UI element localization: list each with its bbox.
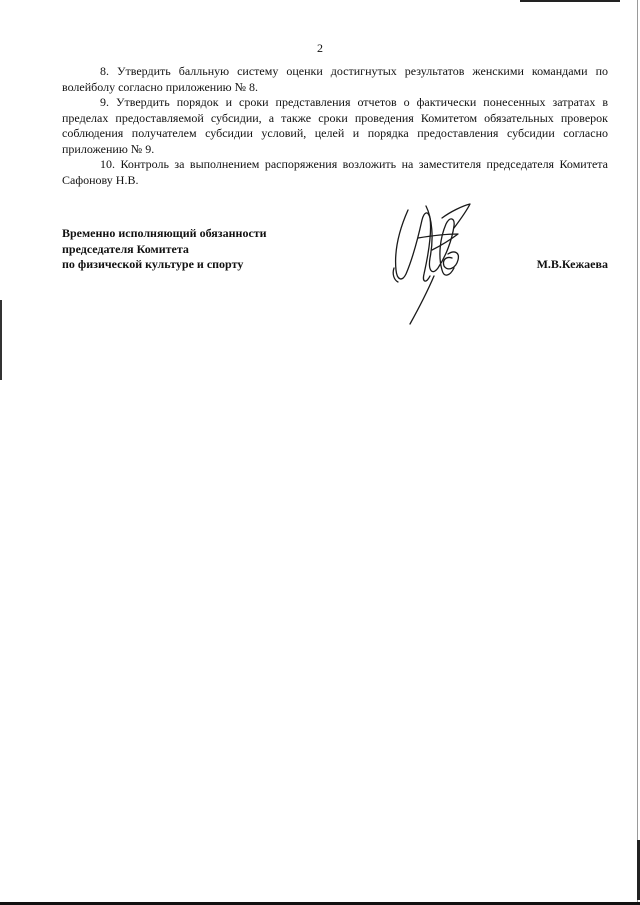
scan-edge-right	[637, 0, 638, 905]
scan-edge-left	[0, 300, 2, 380]
document-body	[62, 64, 608, 188]
handwritten-signature-icon	[388, 198, 480, 328]
paragraph-8: 8. Утвердить балльную систему оценки достигнутых результатов женскими командами по волейболу согласно приложению № 8.	[62, 64, 608, 94]
signatory-position-line: Временно исполняющий обязанности	[62, 226, 267, 240]
paragraph-10: 10. Контроль за выполнением распоряжения возложить на заместителя председателя Комитета Сафонову Н.В.	[62, 157, 608, 187]
page-number: 2	[317, 41, 323, 55]
signatory-name: М.В.Кежаева	[536, 257, 608, 271]
scan-edge-top	[520, 0, 620, 2]
paragraph-9: 9. Утвердить порядок и сроки представления отчетов о фактически понесенных затратах в пределах предоставляемой субсидии, а также сроки проведения Комитетом обязательных проверок соблюдения получателем субсидии условий, целей и порядка предоставления субсидии согласно приложению № 9.	[62, 95, 608, 156]
signatory-position-line: по физической культуре и спорту	[62, 257, 244, 271]
signatory-position	[62, 226, 322, 273]
signatory-position-line: председателя Комитета	[62, 241, 189, 256]
